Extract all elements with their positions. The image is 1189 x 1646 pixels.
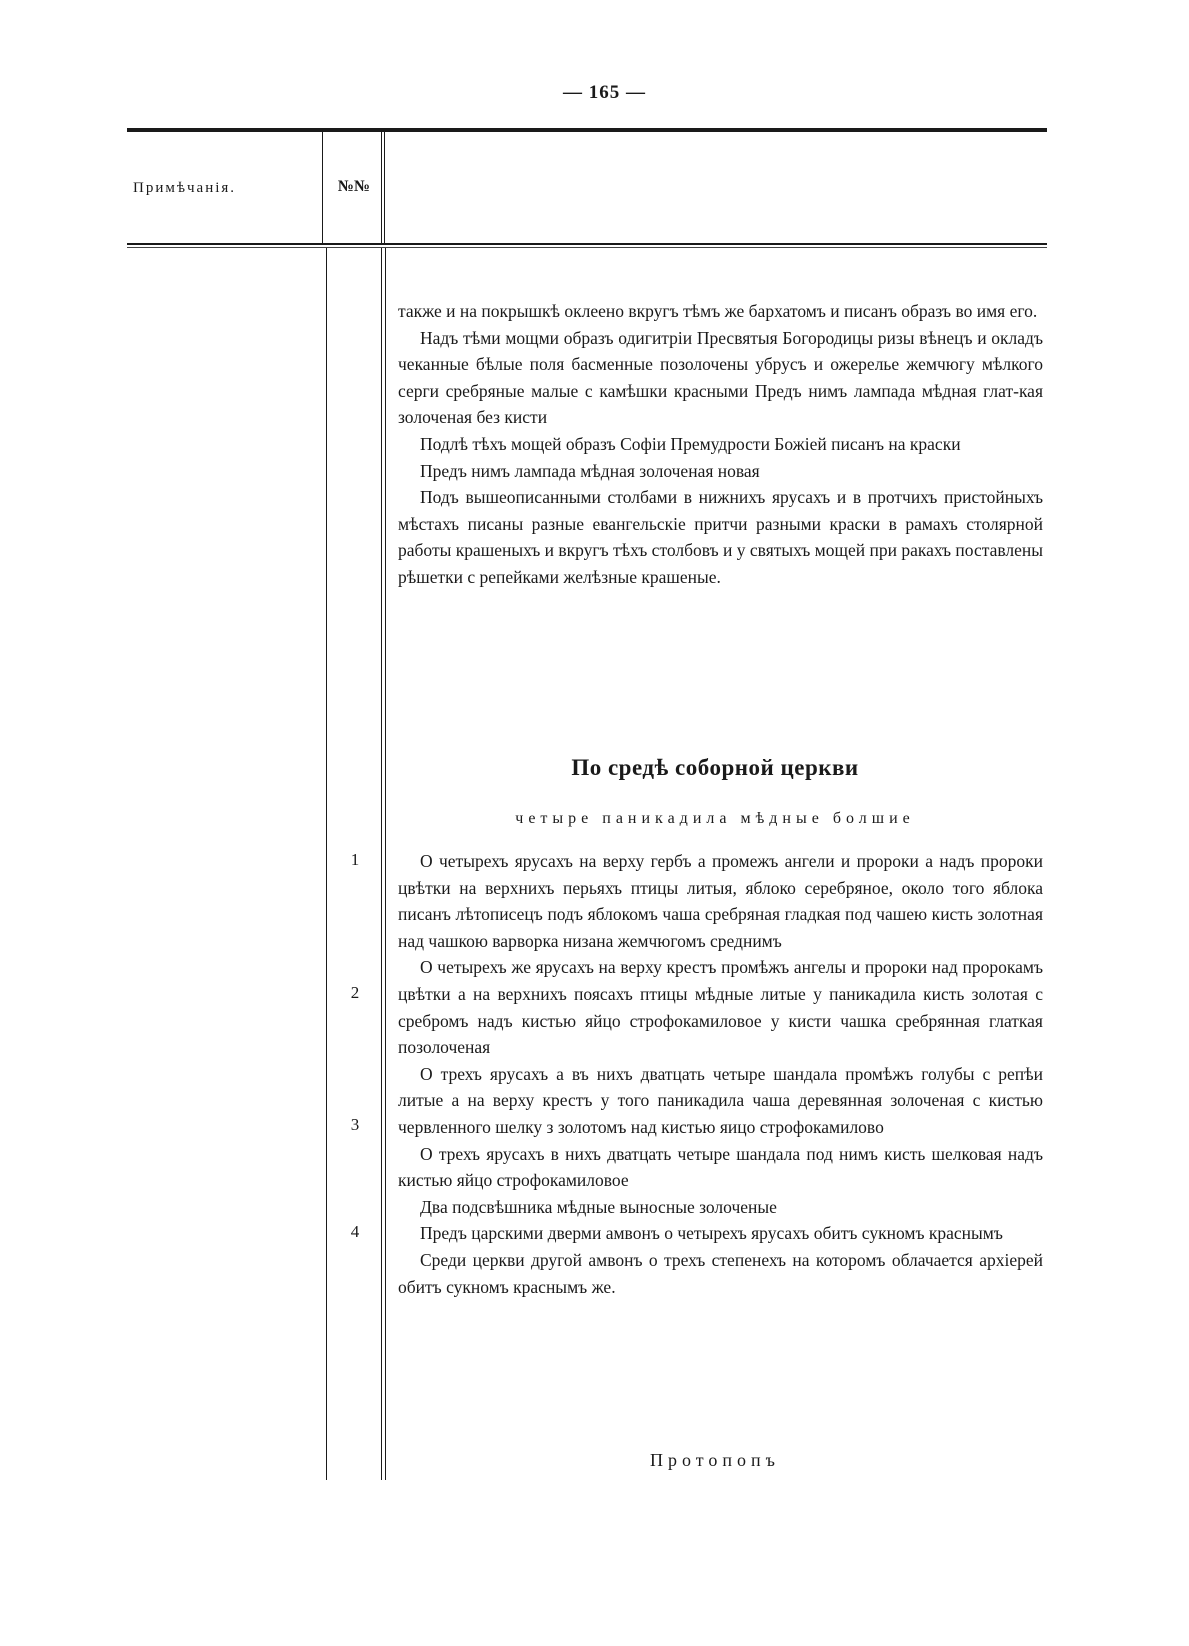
paragraph: также и на покрышкѣ оклеено вкругъ тѣмъ же бархатомъ и писанъ образъ во имя его.: [398, 301, 1038, 321]
paragraph: Предъ нимъ лампада мѣдная золоченая новая: [420, 460, 760, 481]
number-column-header: №№: [337, 178, 371, 195]
section-heading: По средѣ соборной церкви: [571, 755, 859, 780]
paragraph: Подлѣ тѣхъ мощей образъ Софіи Премудрости Божіей писанъ на краски: [420, 433, 961, 454]
header-rule-bottom: [127, 243, 1047, 245]
paragraph: Среди церкви другой амвонъ о трехъ степенехъ на которомъ облачается архіерей обитъ сукномъ краснымъ же.: [398, 1249, 1043, 1297]
item-number: 4: [350, 1222, 360, 1241]
header-rule-top: [127, 128, 1047, 132]
closing-signature: Протопопъ: [650, 1450, 780, 1470]
column-divider: [322, 132, 323, 245]
text-block-intro: [398, 298, 1043, 591]
paragraph: Два подсвѣшника мѣдные выносные золоченые: [420, 1196, 777, 1217]
column-divider: [326, 248, 327, 1480]
paragraph: Подъ вышеописанными столбами в нижнихъ ярусахъ и в протчихъ пристойныхъ мѣстахъ писаны разные евангельскіе притчи разными краски в рамахъ столярной работы крашеныхъ и вкругъ тѣхъ столбовъ и у святыхъ мощей при ракахъ поставлены рѣшетки с репейками желѣзные крашеные.: [398, 487, 1043, 587]
page-number: — 165 —: [563, 82, 646, 103]
column-divider: [384, 132, 385, 245]
item-number: 1: [350, 850, 360, 869]
column-divider: [385, 248, 386, 1480]
column-divider: [381, 132, 382, 245]
item-number: 3: [350, 1115, 360, 1134]
list-item: О трехъ ярусахъ в нихъ дватцать четыре шандала под нимъ кисть шелковая надъ кистью яйцо строфокамиловое: [398, 1143, 1043, 1191]
item-number: 2: [350, 983, 360, 1002]
list-item: О четырехъ ярусахъ на верху гербъ а промежъ ангели и пророки а надъ пророки цвѣтки на верхнихъ перьяхъ птицы литыя, яблоко серебряное, около того яблока писанъ лѣтописецъ подъ яблокомъ чаша сребряная гладкая под чашею кисть золотная над чашкою варворка низана жемчюгомъ среднимъ: [398, 851, 1043, 951]
notes-column-header: Примѣчанія.: [133, 180, 237, 196]
header-rule-bottom-thin: [127, 247, 1047, 248]
paragraph: Надъ тѣми мощми образъ одигитріи Пресвятыя Богородицы ризы вѣнецъ и окладъ чеканные бѣлые поля басменные позолочены убрусъ и ожерелье жемчюгу мѣлкого серги сребряные малые с камѣшки красными Предъ нимъ лампада мѣдная глат-кая золоченая без кисти: [398, 327, 1043, 428]
text-block-items: [398, 848, 1043, 1300]
list-item: О четырехъ же ярусахъ на верху крестъ промѣжъ ангелы и пророки над пророкамъ цвѣтки а на верхнихъ поясахъ птицы мѣдные литые у паникадила кисть золотая с сребромъ надъ кистью яйцо строфокамиловое у кисти чашка сребрянная глаткая позолоченая: [398, 957, 1043, 1058]
paragraph: Предъ царскими дверми амвонъ о четырехъ ярусахъ обитъ сукномъ краснымъ: [420, 1223, 1003, 1244]
list-item: О трехъ ярусахъ а въ нихъ дватцать четыре шандала промѣжъ голубы с репѣи литые а на верху крестъ у того паникадила чаша деревянная золоченая с кистью червленного шелку з золотомъ над кистью яицо строфокамилово: [398, 1063, 1043, 1137]
section-subheading: четыре паникадила мѣдные болшие: [515, 810, 915, 827]
column-divider: [381, 248, 382, 1480]
